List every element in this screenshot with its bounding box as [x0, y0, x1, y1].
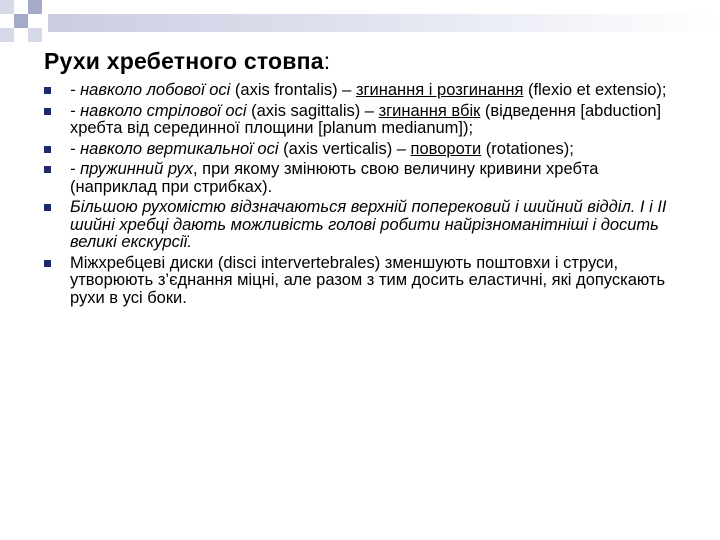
bullet-text: (flexio et extensio); [523, 81, 667, 99]
bullet-italic-text: - пружинний рух [70, 160, 193, 178]
bullet-text: (axis sagittalis) – [246, 101, 379, 120]
list-item [44, 199, 684, 252]
deco-square [28, 28, 42, 42]
list-item [44, 161, 684, 196]
bullet-text: (rotationes); [481, 139, 574, 158]
list-item [44, 103, 684, 138]
bullet-text: (відведення [abduction] хребта від серединної площини [planum medianum]); [70, 101, 662, 137]
deco-square [14, 14, 28, 28]
slide-title [44, 48, 330, 75]
bullet-text: (axis frontalis) – [230, 81, 356, 99]
deco-square [14, 28, 28, 42]
bullet-italic-text: - навколо вертикальної осі [70, 139, 279, 158]
bullet-text: Міжхребцеві диски (disci intervertebrales) зменшують поштовхи і струси, утворюють з’єднання міцні, але разом з тим досить еластичні, які допускають рухи в усі боки. [70, 253, 666, 307]
deco-square [28, 0, 42, 14]
deco-square [0, 28, 14, 42]
bullet-square-icon [44, 166, 51, 173]
bullet-square-icon [44, 146, 51, 153]
deco-square [0, 0, 14, 14]
bullet-italic-text: Більшою рухомістю відзначаються верхній поперековий і шийний відділ. I і II шийні хребці дають можливість голові робити найрізноманітніші і досить великі екскурсії. [70, 198, 667, 251]
bullet-text: (axis verticalis) – [278, 139, 411, 158]
list-item [44, 141, 684, 159]
slide-title-text: Рухи хребетного стовпа [44, 48, 324, 74]
bullet-square-icon [44, 204, 51, 211]
bullet-underlined-text: повороти [410, 139, 482, 158]
deco-square [28, 14, 42, 28]
bullet-italic-text: - навколо лобової осі [70, 81, 231, 99]
list-item [44, 82, 684, 100]
bullet-square-icon [44, 260, 51, 267]
bullet-square-icon [44, 87, 51, 94]
slide-title-colon: : [323, 48, 331, 74]
bullet-underlined-text: згинання вбік [378, 101, 481, 120]
bullet-square-icon [44, 108, 51, 115]
deco-square [14, 0, 28, 14]
bullet-italic-text: - навколо стрілової осі [70, 101, 247, 120]
bullet-underlined-text: згинання і розгинання [355, 81, 524, 99]
bullet-text: , при якому змінюють свою величину кривини хребта (наприклад при стрибках). [70, 160, 599, 196]
bullet-list [44, 82, 684, 310]
header-gradient-bar [48, 14, 720, 32]
list-item [44, 255, 684, 308]
deco-square [0, 14, 14, 28]
